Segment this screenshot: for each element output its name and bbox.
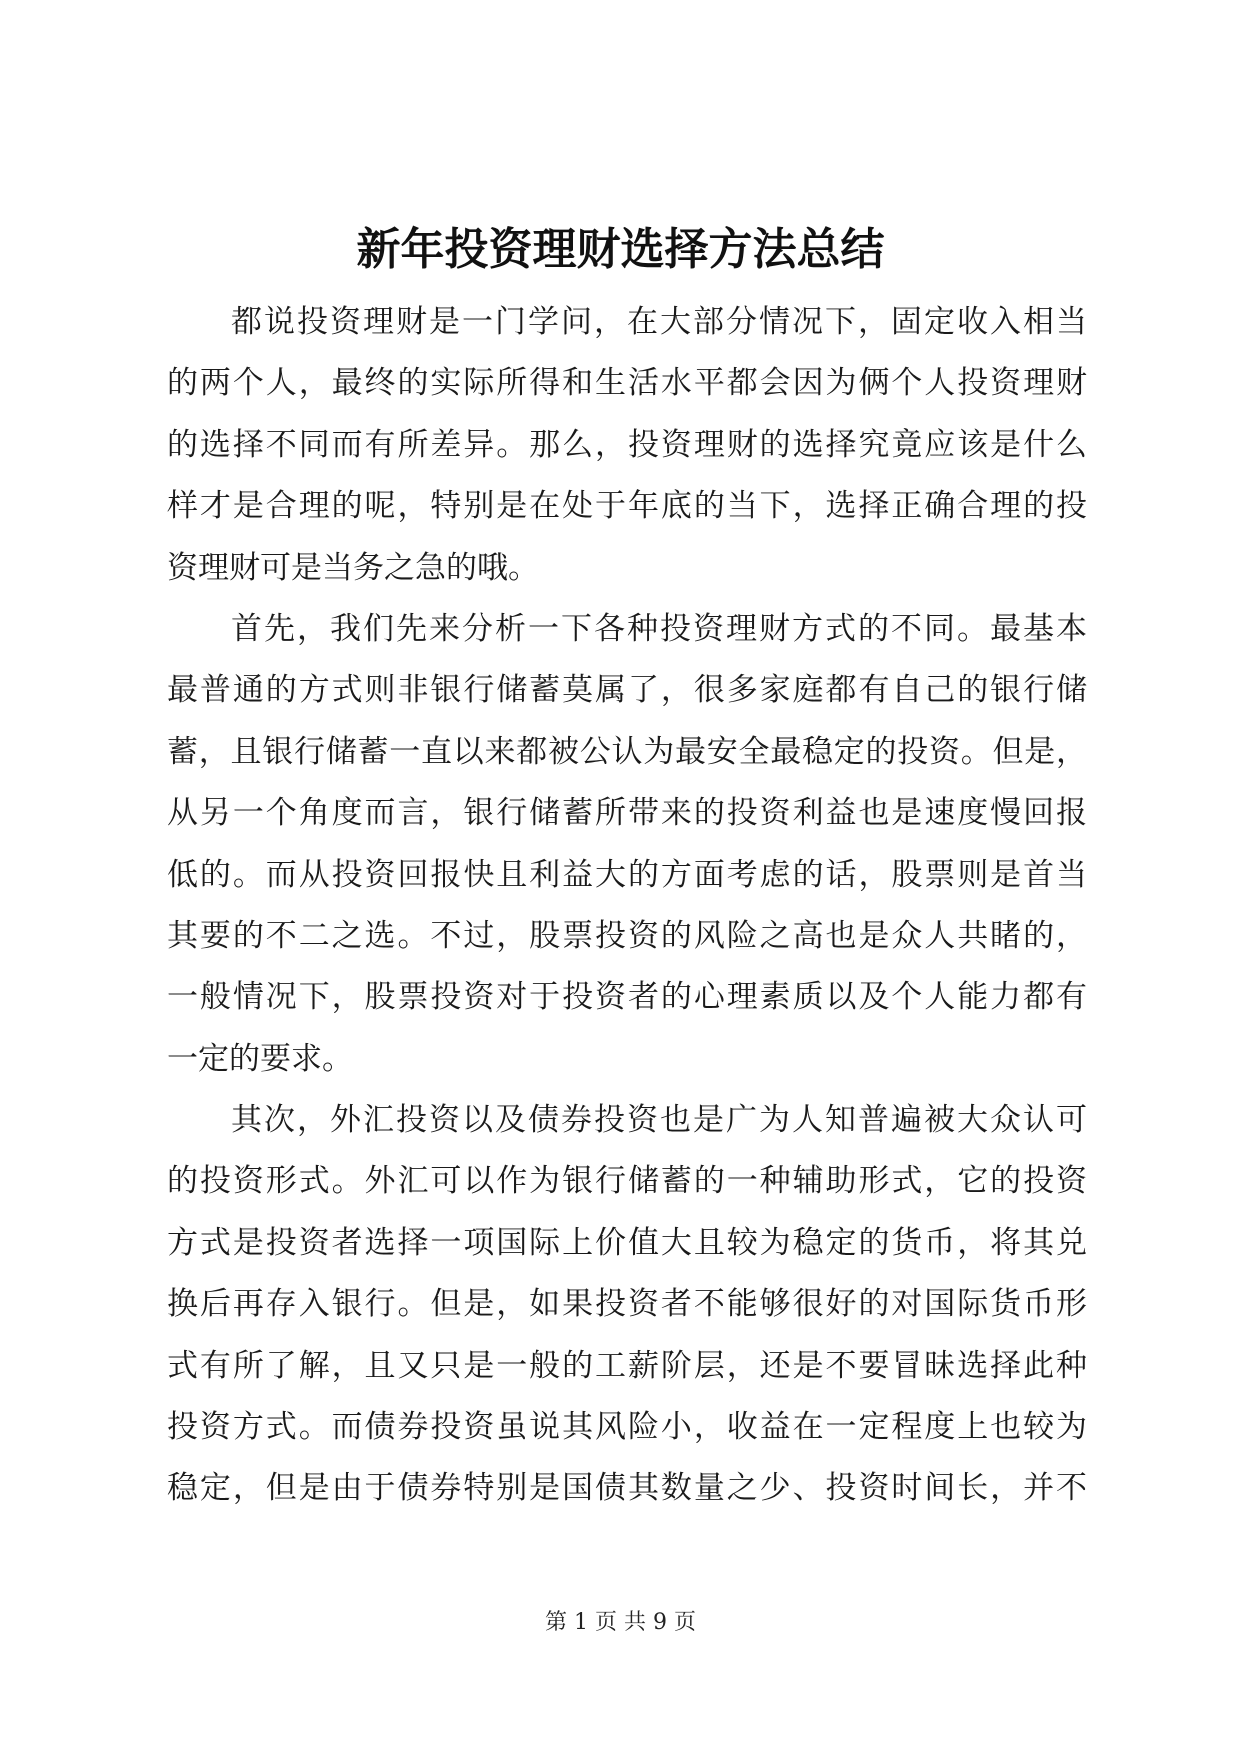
body-text — [167, 292, 1087, 1520]
text-line: 一般情况下，股票投资对于投资者的心理素质以及个人能力都有 — [167, 979, 1087, 1016]
text-line: 资理财可是当务之急的哦。 — [167, 549, 539, 586]
text-line: 一定的要求。 — [167, 1040, 353, 1077]
text-line: 方式是投资者选择一项国际上价值大且较为稳定的货币，将其兑 — [167, 1224, 1087, 1261]
text-line: 投资方式。而债券投资虽说其风险小，收益在一定程度上也较为 — [167, 1409, 1087, 1446]
text-line: 其要的不二之选。不过，股票投资的风险之高也是众人共睹的， — [167, 917, 1087, 954]
text-line: 首先，我们先来分析一下各种投资理财方式的不同。最基本 — [231, 610, 1087, 647]
page-title: 新年投资理财选择方法总结 — [356, 224, 885, 275]
text-line: 的两个人，最终的实际所得和生活水平都会因为俩个人投资理财 — [167, 365, 1087, 402]
text-line: 低的。而从投资回报快且利益大的方面考虑的话，股票则是首当 — [167, 856, 1087, 893]
text-line: 蓄，且银行储蓄一直以来都被公认为最安全最稳定的投资。但是， — [167, 733, 1087, 770]
text-line: 从另一个角度而言，银行储蓄所带来的投资利益也是速度慢回报 — [167, 795, 1087, 832]
text-line: 稳定，但是由于债券特别是国债其数量之少、投资时间长，并不 — [167, 1470, 1087, 1507]
text-line: 都说投资理财是一门学问，在大部分情况下，固定收入相当 — [231, 304, 1087, 340]
text-line: 换后再存入银行。但是，如果投资者不能够很好的对国际货币形 — [167, 1286, 1087, 1323]
text-line: 最普通的方式则非银行储蓄莫属了，很多家庭都有自己的银行储 — [167, 672, 1087, 709]
text-line: 的投资形式。外汇可以作为银行储蓄的一种辅助形式，它的投资 — [167, 1163, 1087, 1200]
page-footer: 第 1 页 共 9 页 — [545, 1610, 696, 1635]
text-line: 的选择不同而有所差异。那么，投资理财的选择究竟应该是什么 — [167, 426, 1087, 463]
text-line: 其次，外汇投资以及债券投资也是广为人知普遍被大众认可 — [231, 1102, 1087, 1139]
text-line: 样才是合理的呢，特别是在处于年底的当下，选择正确合理的投 — [167, 488, 1087, 525]
text-line: 式有所了解，且又只是一般的工薪阶层，还是不要冒昧选择此种 — [167, 1347, 1087, 1384]
